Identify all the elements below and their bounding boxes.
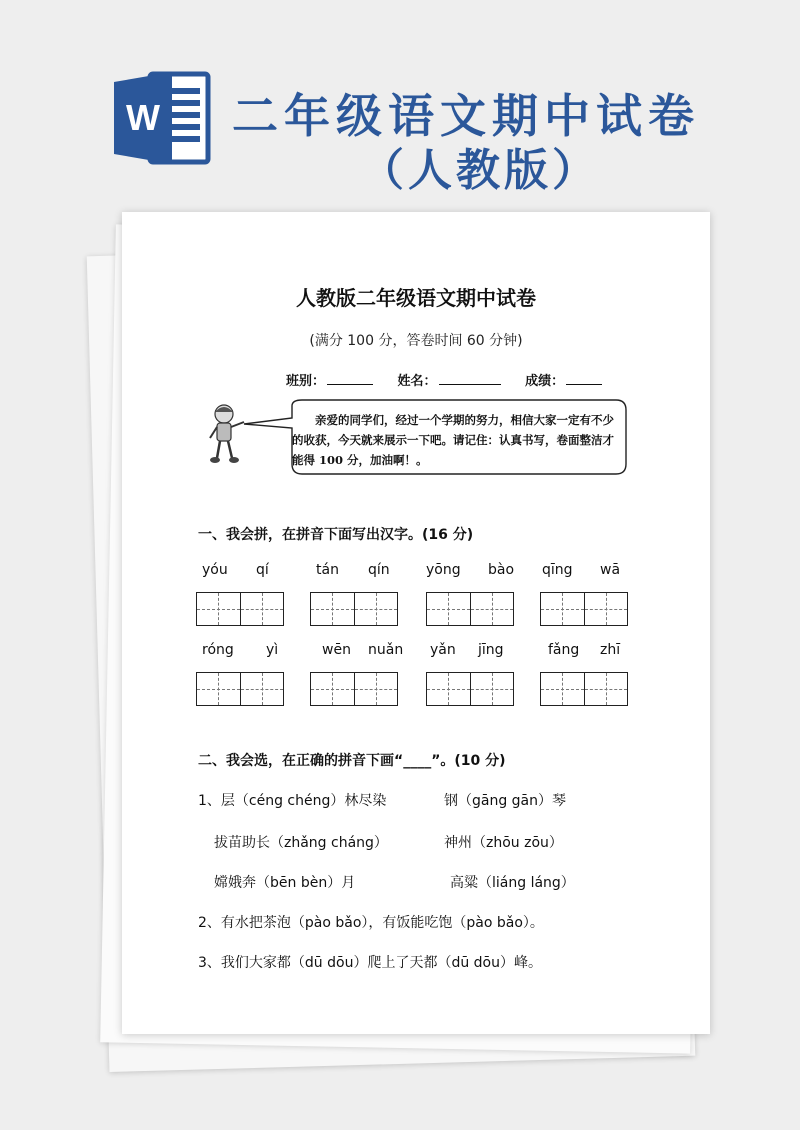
choice-line: 2、有水把茶泡（pào bǎo），有饭能吃饱（pào bǎo）。 [198,915,544,931]
logo-letter: W [126,97,160,138]
choice-line: 钢（gāng gān）琴 [444,793,567,809]
name-blank[interactable] [439,372,501,385]
choice-line: 1、层（céng chéng）林尽染 [198,793,387,809]
exam-paper [122,212,710,1034]
name-label: 姓名： [397,374,437,389]
pinyin: zhī [600,642,621,658]
writing-box[interactable] [310,592,398,626]
pinyin: wā [600,562,621,578]
pinyin: fǎng [548,642,580,658]
class-blank[interactable] [327,372,373,385]
document-title: 人教版二年级语文期中试卷 [296,286,536,310]
header [0,0,800,210]
choice-line: 神州（zhōu zōu） [444,835,563,851]
section1-title: 一、我会拼，在拼音下面写出汉字。(16 分) [198,527,474,543]
score-label: 成绩： [525,374,565,389]
pinyin: róng [202,642,234,658]
pinyin: yì [266,642,279,658]
pinyin: qí [256,562,269,578]
pinyin: qín [368,562,390,578]
pinyin: jīng [478,642,504,658]
document-subtitle: (满分 100 分，答卷时间 60 分钟) [309,333,523,349]
writing-grid-row-2 [196,672,636,706]
score-blank[interactable] [566,372,602,385]
pinyin: yōng [426,562,461,578]
writing-box[interactable] [310,672,398,706]
class-label: 班别： [286,374,326,389]
pinyin-row-1 [198,562,638,582]
banner-title: 二年级语文期中试卷 [232,89,700,143]
pinyin: bào [488,562,515,578]
writing-box[interactable] [426,592,514,626]
writing-box[interactable] [540,592,628,626]
pinyin: yóu [202,562,228,578]
choice-line: 3、我们大家都（dū dōu）爬上了天都（dū dōu）峰。 [198,955,542,971]
writing-box[interactable] [196,672,284,706]
intro-text: 亲爱的同学们，经过一个学期的努力，相信大家一定有不少的收获，今天就来展示一下吧。请记住：认真书写，卷面整洁才能得 100 分，加油啊！。 [292,413,614,467]
student-info-line [286,370,602,389]
pinyin: yǎn [430,642,456,658]
writing-box[interactable] [540,672,628,706]
section2-title: 二、我会选，在正确的拼音下画“____”。(10 分) [198,753,506,769]
writing-grid-row-1 [196,592,636,626]
pinyin: nuǎn [368,642,404,658]
pinyin: tán [316,562,339,578]
writing-box[interactable] [196,592,284,626]
choice-line: 拔苗助长（zhǎng cháng） [214,835,388,851]
pinyin-row-2 [198,642,638,662]
pinyin: wēn [322,642,351,658]
pinyin: qīng [542,562,573,578]
choice-line: 高粱（liáng láng） [450,875,575,891]
banner-subtitle: （人教版） [360,145,600,196]
word-document-icon [112,68,212,168]
choice-line: 嫦娥奔（bēn bèn）月 [214,875,356,891]
writing-box[interactable] [426,672,514,706]
